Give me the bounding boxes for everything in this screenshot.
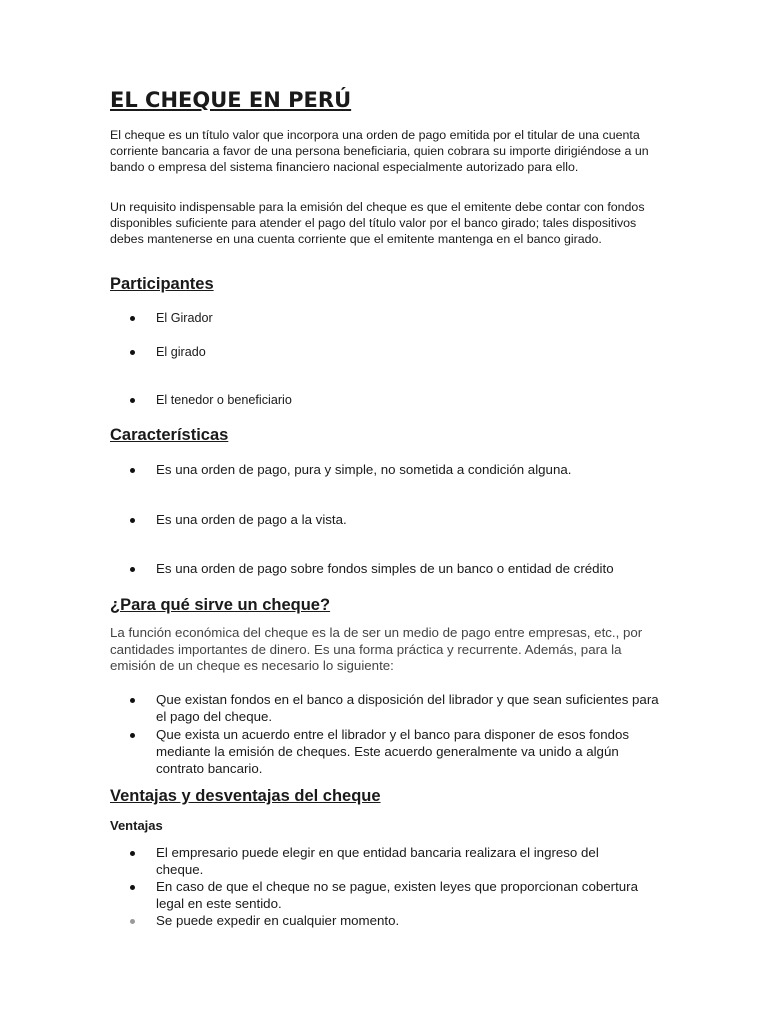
list-item (110, 879, 670, 913)
bullet-icon (110, 727, 156, 738)
list-item-text: Es una orden de pago sobre fondos simples de un banco o entidad de crédito (156, 561, 614, 576)
list-item-text: El tenedor o beneficiario (156, 393, 292, 407)
list-item-text: Es una orden de pago, pura y simple, no sometida a condición alguna. (156, 462, 572, 477)
list-item (110, 913, 670, 930)
list-item (110, 310, 670, 326)
list-item-text: El girado (156, 345, 206, 359)
intro-paragraph-2: Un requisito indispensable para la emisión del cheque es que el emitente debe contar con fondos disponibles suficiente para atender el pago del título valor por el banco girado; tales dispositivos debes mantenerse en una cuenta corriente que el emitente mantenga en el banco girado. (110, 200, 645, 246)
bullet-icon (110, 310, 156, 321)
bullet-icon (110, 462, 156, 473)
list-item (110, 344, 670, 360)
para-que-heading: ¿Para qué sirve un cheque? (110, 596, 331, 614)
list-item-text: Que existan fondos en el banco a disposición del librador y que sean suficientes para el pago del cheque. (156, 692, 659, 724)
list-item (110, 512, 670, 529)
list-item-text: Se puede expedir en cualquier momento. (156, 913, 400, 928)
list-item-text: Que exista un acuerdo entre el librador y el banco para disponer de esos fondos mediante la emisión de cheques. Este acuerdo generalmente va unido a algún contrato bancario. (156, 727, 630, 776)
bullet-icon (110, 692, 156, 703)
ventajas-subheading: Ventajas (110, 818, 163, 833)
bullet-icon (110, 845, 156, 856)
list-item-text: En caso de que el cheque no se pague, existen leyes que proporcionan cobertura legal en este sentido. (156, 879, 638, 911)
list-item (110, 392, 670, 408)
ventajas-desventajas-heading: Ventajas y desventajas del cheque (110, 787, 381, 805)
para-que-paragraph: La función económica del cheque es la de ser un medio de pago entre empresas, etc., por cantidades importantes de dinero. Es una forma práctica y recurrente. Además, para la emisión de un cheque es necesario lo siguiente: (110, 625, 643, 673)
list-item (110, 692, 670, 726)
participantes-heading: Participantes (110, 275, 214, 293)
bullet-icon (110, 512, 156, 523)
list-item (110, 561, 670, 578)
bullet-icon (110, 392, 156, 403)
list-item (110, 727, 670, 777)
caracteristicas-heading: Características (110, 426, 229, 444)
bullet-icon (110, 344, 156, 355)
list-item (110, 845, 670, 879)
list-item-text: Es una orden de pago a la vista. (156, 512, 347, 527)
intro-paragraph-1: El cheque es un título valor que incorpora una orden de pago emitida por el titular de una cuenta corriente bancaria a favor de una persona beneficiaria, quien cobrara su importe dirigiéndose a un bando o empresa del sistema financiero nacional especialmente autorizado para ello. (110, 128, 649, 174)
list-item-text: El Girador (156, 311, 213, 325)
bullet-icon (110, 561, 156, 572)
list-item-text: El empresario puede elegir en que entidad bancaria realizara el ingreso del cheque. (156, 845, 599, 877)
page-title: EL CHEQUE EN PERÚ (110, 88, 352, 112)
bullet-icon (110, 913, 156, 924)
bullet-icon (110, 879, 156, 890)
list-item (110, 462, 670, 479)
